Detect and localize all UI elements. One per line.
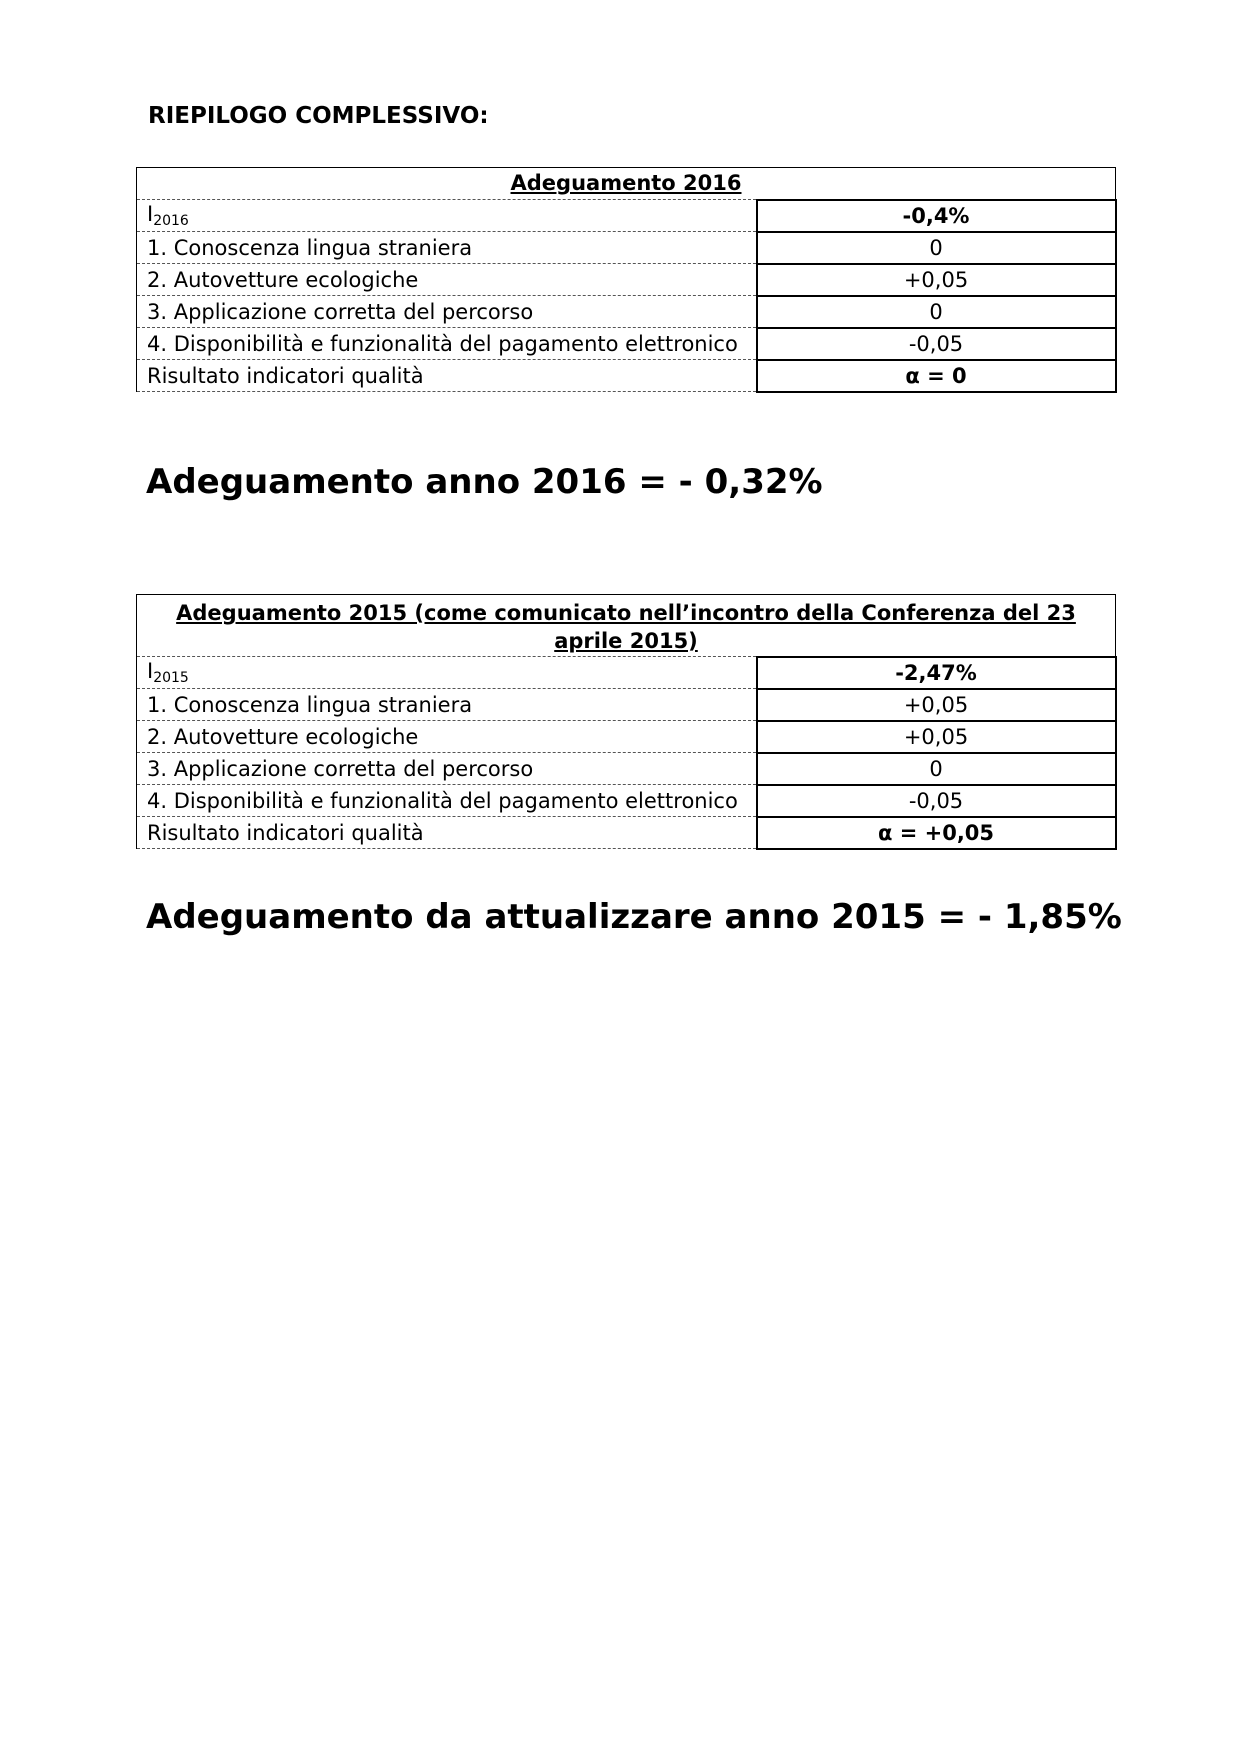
table-adeguamento-2016 (136, 167, 1117, 393)
table-row-value: 0 (757, 232, 1116, 264)
result-label: Risultato indicatori qualità (137, 817, 757, 849)
index-label: $I_{2015}$ (137, 657, 757, 689)
table-row-label: 2. Autovetture ecologiche (137, 264, 757, 296)
result-value: α = 0 (757, 360, 1116, 392)
table-row-value: 0 (757, 296, 1116, 328)
table-row-label: 2. Autovetture ecologiche (137, 721, 757, 753)
table-row-label: 4. Disponibilità e funzionalità del pagamento elettronico (137, 328, 757, 360)
result-label: Risultato indicatori qualità (137, 360, 757, 392)
index-value: -2,47% (757, 657, 1116, 689)
table-row-value: -0,05 (757, 328, 1116, 360)
table-row-value: +0,05 (757, 264, 1116, 296)
index-value: -0,4% (757, 200, 1116, 232)
table-row-label: 1. Conoscenza lingua straniera (137, 232, 757, 264)
table-caption: Adeguamento 2016 (137, 168, 1116, 200)
table-row-value: +0,05 (757, 721, 1116, 753)
table-row-value: 0 (757, 753, 1116, 785)
table-row-label: 4. Disponibilità e funzionalità del pagamento elettronico (137, 785, 757, 817)
table-adeguamento-2015 (136, 594, 1117, 850)
result-value: α = +0,05 (757, 817, 1116, 849)
result-2016: Adeguamento anno 2016 = - 0,32% (146, 462, 823, 502)
page-heading: RIEPILOGO COMPLESSIVO: (148, 103, 489, 129)
table-row-value: +0,05 (757, 689, 1116, 721)
table-row-label: 3. Applicazione corretta del percorso (137, 753, 757, 785)
table-row-label: 3. Applicazione corretta del percorso (137, 296, 757, 328)
table-caption: Adeguamento 2015 (come comunicato nell’incontro della Conferenza del 23 aprile 2015) (137, 595, 1116, 657)
result-2015: Adeguamento da attualizzare anno 2015 = - 1,85% (146, 897, 1122, 937)
table-row-value: -0,05 (757, 785, 1116, 817)
table-row-label: 1. Conoscenza lingua straniera (137, 689, 757, 721)
index-label: $I_{2016}$ (137, 200, 757, 232)
